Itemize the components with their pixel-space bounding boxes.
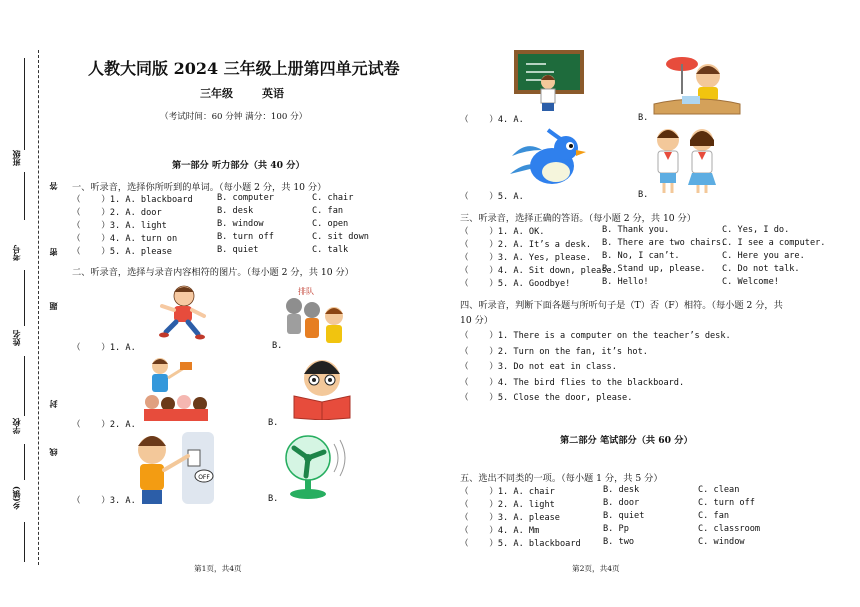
- q4-option-b: B.: [638, 113, 649, 123]
- seal-char: 题: [48, 302, 58, 310]
- homework-boy-icon: [652, 54, 742, 116]
- teacher-class-icon: [140, 354, 212, 422]
- section3-title: 三、听录音，选择正确的答语。（每小题 2 分，共 10 分）: [460, 213, 696, 224]
- reading-boy-icon: [292, 354, 352, 420]
- q1-option-b: B.: [272, 341, 283, 351]
- field-class-line-2: [24, 172, 25, 220]
- seal-char: 答: [48, 182, 58, 190]
- q3-option-a: （ ）3. A.: [72, 496, 136, 506]
- list-item: （ ）2. Turn on the fan, it’s hot.: [460, 347, 648, 357]
- field-school-label: 学校: [11, 418, 21, 434]
- section5-title: 五、选出不同类的一项。（每小题 1 分，共 5 分）: [460, 473, 663, 484]
- q5-option-a: （ ）5. A.: [460, 192, 524, 202]
- part1-title: 第一部分 听力部分（共 40 分）: [172, 160, 305, 171]
- field-exam-number-label: 考号: [11, 245, 21, 261]
- q5-option-b: B.: [638, 190, 649, 200]
- q4-option-a: （ ）4. A.: [460, 115, 524, 125]
- section2-title: 二、听录音，选择与录音内容相符的图片。（每小题 2 分，共 10 分）: [72, 267, 354, 278]
- q1-option-a: （ ）1. A.: [72, 343, 136, 353]
- part2-title: 第二部分 笔试部分（共 60 分）: [560, 435, 693, 446]
- two-children-icon: [652, 126, 720, 196]
- list-item: （ ）5. Close the door, please.: [460, 393, 633, 403]
- blackboard-student-icon: [512, 48, 586, 112]
- field-town-line: [24, 522, 25, 562]
- queue-sign-icon: [282, 280, 354, 346]
- light-switch-boy-icon: [124, 430, 216, 506]
- off-label: OFF: [198, 474, 210, 481]
- binding-dashed-line: [38, 50, 39, 565]
- list-item: （ ）1. There is a computer on the teacher’s desk.: [460, 331, 731, 341]
- field-class-line: [24, 58, 25, 150]
- q2-option-a: （ ）2. A.: [72, 420, 136, 430]
- seal-char: 封: [48, 400, 58, 408]
- exam-info: （考试时间：60 分钟 满分：100 分）: [160, 112, 308, 122]
- grade-label: 三年级: [200, 87, 233, 100]
- blue-bird-icon: [508, 126, 588, 198]
- q3-option-b: B.: [268, 494, 279, 504]
- section4-title-cont: 10 分）: [460, 315, 493, 326]
- field-school-line: [24, 444, 25, 480]
- q2-option-b: B.: [268, 418, 279, 428]
- section1-title: 一、听录音，选择你所听到的单词。（每小题 2 分，共 10 分）: [72, 182, 327, 193]
- field-name-line: [24, 356, 25, 416]
- footer-left: 第1页，共4页: [194, 564, 242, 573]
- running-boy-icon: [150, 282, 212, 344]
- list-item: （ ）3. Do not eat in class.: [460, 362, 617, 372]
- seal-char: 密: [48, 248, 58, 256]
- subject-label: 英语: [262, 87, 284, 100]
- seal-char: 线: [48, 448, 58, 456]
- field-class-label: 班级: [11, 150, 21, 166]
- electric-fan-icon: [278, 432, 350, 502]
- section4-title: 四、听录音，判断下面各题与所听句子是（T）否（F）相符。（每小题 2 分，共: [460, 300, 783, 311]
- queue-sign-text: 排队: [298, 287, 314, 296]
- page-title: 人教大同版 2024 三年级上册第四单元试卷: [88, 59, 400, 78]
- field-name-label: 姓名: [11, 330, 21, 346]
- field-exam-number-line: [24, 270, 25, 326]
- list-item: （ ）4. The bird flies to the blackboard.: [460, 378, 685, 388]
- field-town-label: 乡(镇): [11, 486, 21, 510]
- footer-right: 第2页，共4页: [572, 564, 620, 573]
